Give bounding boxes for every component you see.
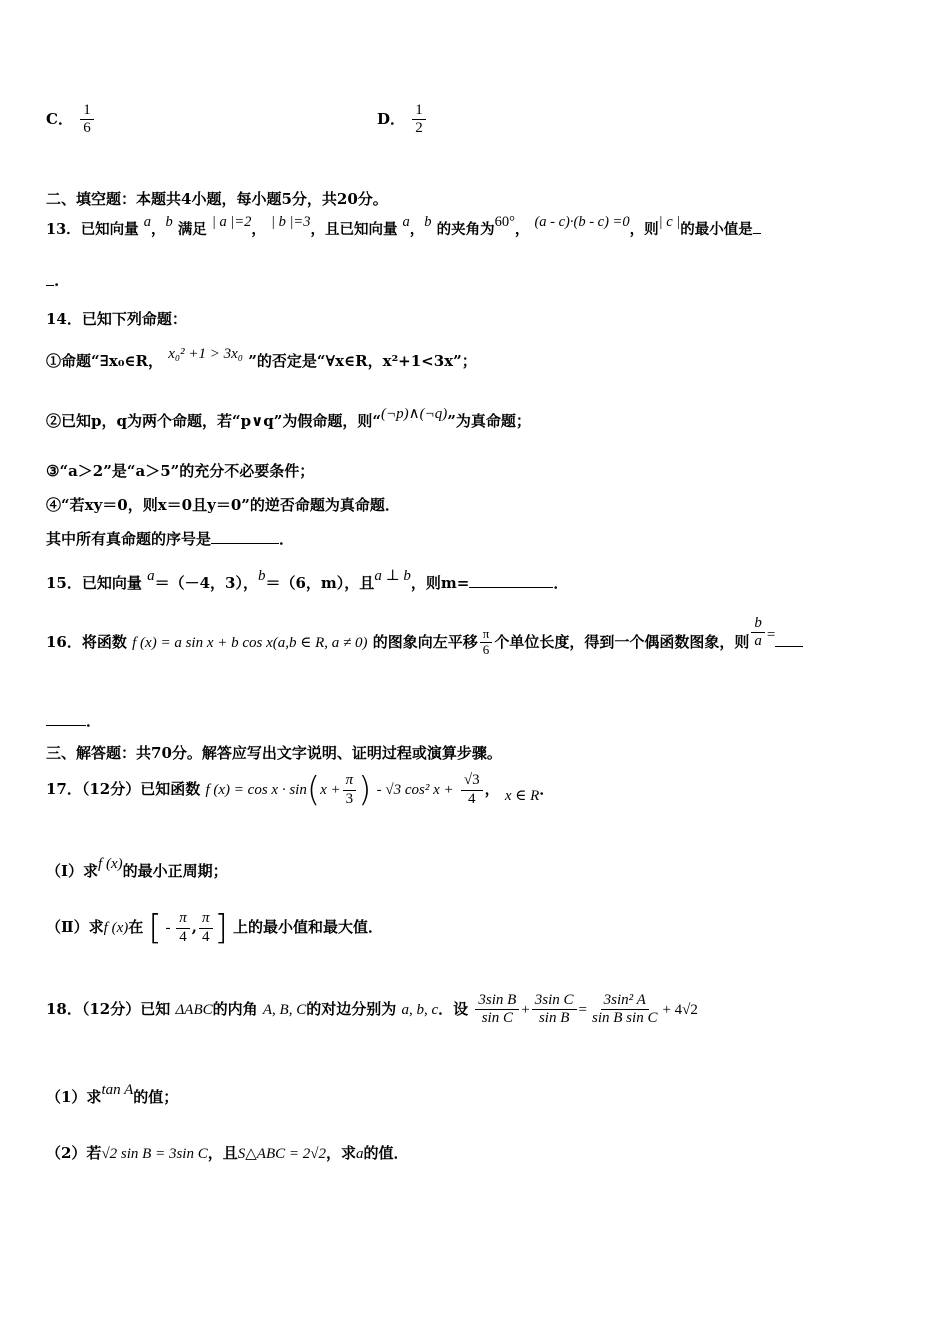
q18-frac-1: $\frac{\text{3sin B}}{\text{sin C}}$ [475, 992, 519, 1028]
q13-dot-product: (a - c)·(b - c) =0 [534, 214, 630, 230]
q13-norm-b: | b |=3 [270, 214, 311, 230]
q14-answer-blank [211, 543, 279, 544]
q14-ask: 其中所有真命题的序号是 ． [46, 530, 295, 548]
question-17: 17．（12分）已知函数 f (x) = cos x · sin(x + $\frac{\pi}{3}$ ) - √3 cos² x + $\frac{√3}{4}$ ， x ∈ R． [46, 770, 555, 810]
q15-perp: a ⊥ b [374, 568, 411, 584]
q18-frac-2: $\frac{\text{3sin C}}{\text{sin B}}$ [532, 992, 577, 1028]
q16-ratio: $\frac{b}{a}$ [751, 615, 765, 651]
q14-proposition-1: ①命题“∃x₀∈R， x₀² +1 > 3x₀ ”的否定是“∀x∈R，x²+1<3x”； [46, 346, 477, 370]
q13-blank-cont: . [46, 272, 904, 290]
option-c-fraction: $\frac{1}{6}$ [80, 102, 94, 138]
q17-domain: x ∈ R [504, 788, 540, 804]
section-3-heading: 三、解答题：共70分。解答应写出文字说明、证明过程或演算步骤。 [46, 744, 502, 762]
q13-abs-c: | c | [658, 214, 681, 230]
question-16: 16．将函数 f (x) = a sin x + b cos x(a,b ∈ R, a ≠ 0) 的图象向左平移 $\frac{\pi}{6}$ 个单位长度，得到一个偶函数图象，则 $\frac{b}{a}$ = [46, 625, 904, 661]
q17-part-1: （Ⅰ）求f (x)的最小正周期； [46, 856, 228, 880]
question-13: 13．已知向量 a，b 满足 | a |=2， | b |=3，且已知向量 a，b 的夹角为60°， (a - c)·(b - c) =0，则| c |的最小值是 [46, 218, 904, 239]
q17-part-2: （Ⅱ）求f (x)在 [ - $\frac{\pi}{4}$ , $\frac{\pi}{4}$ ] 上的最小值和最大值． [46, 908, 384, 948]
q14-title: 14．已知下列命题： [46, 310, 187, 328]
q14-proposition-3: ③“a＞2”是“a＞5”的充分不必要条件； [46, 462, 315, 480]
q17-func-lhs: f (x) = cos x · sin [205, 782, 307, 798]
q18-frac-3: $\frac{\text{3sin² A}}{\text{sin B sin C}}$ [592, 992, 658, 1027]
q15-answer-blank [469, 587, 553, 588]
option-d-label: D． [377, 109, 406, 128]
question-15: 15．已知向量 a＝（－4，3），b＝（6，m），且a ⊥ b，则m= ． [46, 568, 569, 592]
q18-part-1: （1）求tan A的值； [46, 1082, 179, 1106]
q16-function: f (x) = a sin x + b cos x(a,b ∈ R, a ≠ 0) [132, 634, 368, 651]
q14-proposition-2: ②已知p，q为两个命题，若“p∨q”为假命题，则“(¬p)∧(¬q)”为真命题； [46, 406, 531, 430]
q18-part-2: （2）若√2 sin B = 3sin C，且S△ABC = 2√2，求a的值． [46, 1144, 409, 1162]
q16-blank-cont: ． [46, 710, 904, 731]
q14-p1-math: x₀² +1 > 3x₀ [168, 346, 243, 362]
q14-proposition-4: ④“若xy＝0，则x＝0且y＝0”的逆否命题为真命题． [46, 496, 400, 514]
q13-angle: 60° [494, 214, 515, 230]
option-d-fraction: $\frac{1}{2}$ [412, 102, 426, 138]
q14-p2-math: (¬p)∧(¬q) [381, 406, 448, 422]
q12-option-d [377, 102, 904, 138]
option-c-label: C． [46, 109, 73, 128]
question-18: 18．（12分）已知 ΔABC的内角 A, B, C的对边分别为 a, b, c．设 $\frac{\text{3sin B}}{\text{sin C}}$ + $\frac{\text{3sin C}}{\text{sin B}}$ = $\frac{\text{3sin² A}}{\text{sin B sin C}}$ + 4√2 [46, 992, 698, 1027]
q13-norm-a: | a |=2 [211, 214, 252, 230]
q13-answer-blank [753, 233, 761, 234]
q16-answer-blank [775, 646, 803, 647]
section-2-heading: 二、填空题：本题共4小题，每小题5分，共20分。 [46, 190, 388, 208]
q16-shift: $\frac{\pi}{6}$ [480, 627, 493, 658]
